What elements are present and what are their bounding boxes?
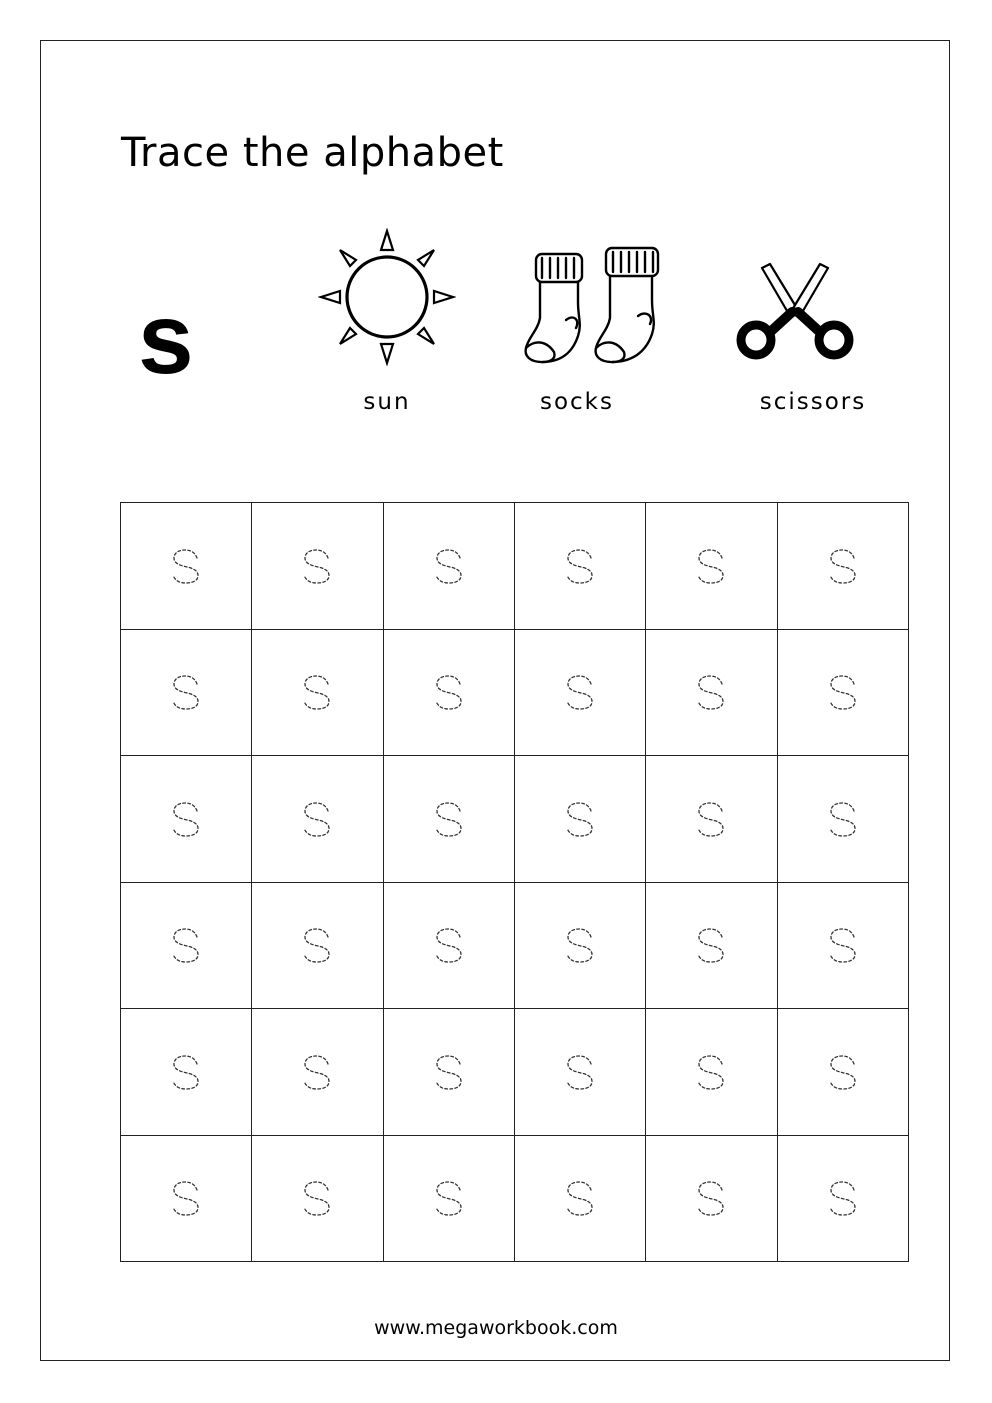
tracing-cell: [252, 1136, 383, 1263]
tracing-cell: [121, 756, 252, 883]
dashed-letter-s: [429, 797, 469, 841]
footer-website: www.megaworkbook.com: [374, 1317, 618, 1339]
sun-icon: [318, 228, 456, 366]
dashed-letter-s: [166, 1050, 206, 1094]
dashed-letter-s: [823, 923, 863, 967]
tracing-cell: [778, 1009, 909, 1136]
tracing-cell: [121, 1009, 252, 1136]
dashed-letter-s: [429, 544, 469, 588]
dashed-letter-s: [166, 797, 206, 841]
dashed-letter-s: [560, 544, 600, 588]
dashed-letter-s: [166, 670, 206, 714]
dashed-letter-s: [297, 1176, 337, 1220]
dashed-letter-s: [691, 797, 731, 841]
dashed-letter-s: [166, 1176, 206, 1220]
dashed-letter-s: [823, 1050, 863, 1094]
tracing-cell: [384, 1009, 515, 1136]
tracing-cell: [778, 883, 909, 1010]
dashed-letter-s: [823, 797, 863, 841]
tracing-cell: [646, 1136, 777, 1263]
tracing-cell: [646, 503, 777, 630]
tracing-cell: [778, 1136, 909, 1263]
dashed-letter-s: [823, 544, 863, 588]
tracing-cell: [515, 883, 646, 1010]
dashed-letter-s: [429, 1050, 469, 1094]
dashed-letter-s: [691, 670, 731, 714]
dashed-letter-s: [166, 923, 206, 967]
dashed-letter-s: [560, 1176, 600, 1220]
dashed-letter-s: [823, 670, 863, 714]
tracing-cell: [515, 503, 646, 630]
featured-letter: s: [138, 283, 194, 395]
dashed-letter-s: [429, 670, 469, 714]
tracing-cell: [252, 756, 383, 883]
tracing-cell: [646, 630, 777, 757]
tracing-cell: [384, 1136, 515, 1263]
dashed-letter-s: [297, 797, 337, 841]
socks-label: socks: [539, 389, 614, 415]
tracing-cell: [778, 503, 909, 630]
dashed-letter-s: [297, 1050, 337, 1094]
socks-icon: [518, 244, 668, 366]
dashed-letter-s: [691, 1176, 731, 1220]
tracing-cell: [646, 756, 777, 883]
sun-label: sun: [363, 389, 411, 415]
tracing-cell: [252, 503, 383, 630]
dashed-letter-s: [560, 1050, 600, 1094]
tracing-cell: [121, 1136, 252, 1263]
tracing-cell: [121, 883, 252, 1010]
tracing-cell: [121, 503, 252, 630]
dashed-letter-s: [691, 923, 731, 967]
dashed-letter-s: [560, 923, 600, 967]
tracing-cell: [384, 630, 515, 757]
tracing-cell: [778, 630, 909, 757]
tracing-cell: [121, 630, 252, 757]
dashed-letter-s: [297, 923, 337, 967]
tracing-cell: [515, 1009, 646, 1136]
tracing-cell: [778, 756, 909, 883]
scissors-label: scissors: [759, 389, 867, 415]
tracing-cell: [646, 1009, 777, 1136]
tracing-cell: [515, 1136, 646, 1263]
tracing-cell: [646, 883, 777, 1010]
tracing-cell: [515, 756, 646, 883]
scissors-icon: [732, 262, 858, 360]
tracing-cell: [252, 630, 383, 757]
dashed-letter-s: [691, 1050, 731, 1094]
tracing-cell: [515, 630, 646, 757]
dashed-letter-s: [560, 797, 600, 841]
dashed-letter-s: [166, 544, 206, 588]
dashed-letter-s: [429, 923, 469, 967]
dashed-letter-s: [429, 1176, 469, 1220]
dashed-letter-s: [560, 670, 600, 714]
tracing-grid: [120, 502, 909, 1262]
page-title: Trace the alphabet: [121, 130, 504, 176]
dashed-letter-s: [297, 544, 337, 588]
tracing-cell: [384, 503, 515, 630]
tracing-cell: [252, 1009, 383, 1136]
tracing-cell: [384, 756, 515, 883]
dashed-letter-s: [823, 1176, 863, 1220]
tracing-cell: [252, 883, 383, 1010]
tracing-cell: [384, 883, 515, 1010]
dashed-letter-s: [691, 544, 731, 588]
dashed-letter-s: [297, 670, 337, 714]
